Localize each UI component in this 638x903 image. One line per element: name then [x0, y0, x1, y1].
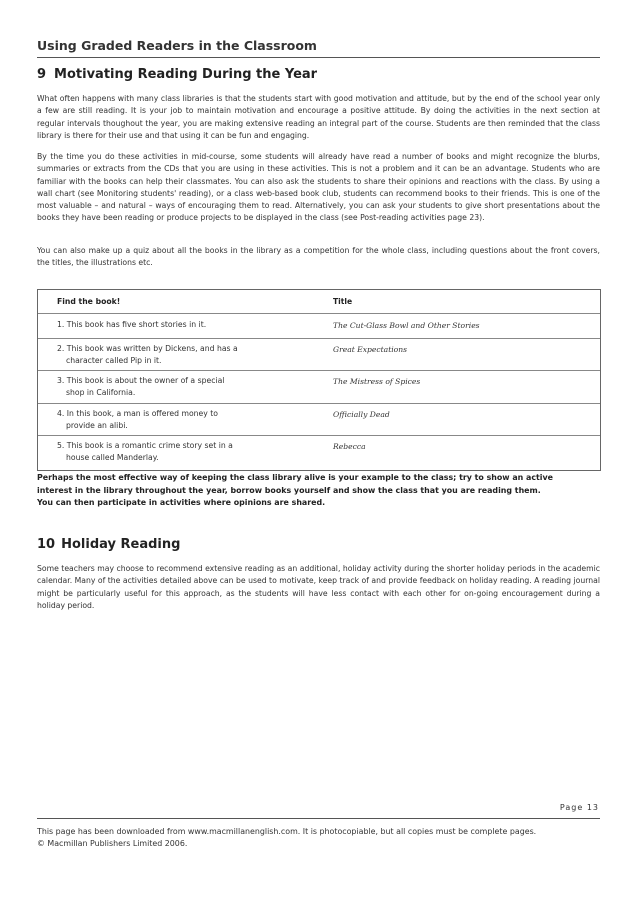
page-number: Page 13 — [559, 803, 599, 812]
section-10-title: Holiday Reading — [61, 537, 181, 552]
section-9-heading — [37, 67, 317, 82]
header-rule — [37, 57, 600, 58]
table-row — [38, 370, 600, 403]
table-row — [38, 313, 600, 338]
section-10-paragraph: Some teachers may choose to recommend extensive reading as an additional, holiday activity during the shorter holiday periods in the academic calendar. Many of the activities detailed above can be used to motivate, keep track of and provide feedback on holiday reading. A reading journal might be particularly useful for this approach, as the students will have less contact with each other for on-going encouragement during a holiday period. — [37, 564, 600, 610]
section-10-heading — [37, 537, 180, 552]
footer-copyright: © Macmillan Publishers Limited 2006. — [37, 839, 188, 849]
table-row-clue: 1. This book has five short stories in it. — [57, 320, 207, 329]
table-row-clue: 4. In this book, a man is offered money to provide an alibi. — [57, 409, 218, 430]
footer-notice — [37, 826, 600, 851]
library-example-paragraph: Perhaps the most effective way of keeping the class library alive is your example to the class; try to show an active interest in the library throughout the year, borrow books yourself and show the class that you are reading them. You can then participate in activities where opinions are shared. — [37, 473, 553, 507]
find-the-book-table — [37, 289, 601, 471]
table-header-find-the-book: Find the book! — [57, 297, 121, 306]
table-header-title: Title — [333, 297, 353, 306]
table-row — [38, 435, 600, 470]
table-row-clue: 2. This book was written by Dickens, and has a character called Pip in it. — [57, 344, 238, 365]
section-10-number: 10 — [37, 537, 56, 552]
table-row — [38, 403, 600, 435]
table-row — [38, 338, 600, 370]
table-row-title: Officially Dead — [333, 410, 390, 419]
running-header: Using Graded Readers in the Classroom — [37, 38, 317, 53]
table-row-title: The Cut-Glass Bowl and Other Stories — [333, 321, 480, 330]
section-9-paragraph-3: You can also make up a quiz about all the books in the library as a competition for the whole class, including questions about the front covers, the titles, the illustrations etc. — [37, 246, 600, 268]
section-9-paragraph-1: What often happens with many class libraries is that the students start with good motivation and attitude, but by the end of the school year only a few are still reading. It is your job to maintain motivation and encourage a positive attitude. By doing the activities in the next section at regular intervals thoughout the year, you are making extensive reading an integral part of the course. Students are then reminded that the class library is there for their use and that using it can be fun and engaging. — [37, 94, 600, 140]
table-row-title: Rebecca — [333, 442, 366, 451]
table-row-title: The Mistress of Spices — [333, 377, 421, 386]
section-9-paragraph-2: By the time you do these activities in mid-course, some students will already have read a number of books and might recognize the blurbs, summaries or extracts from the CDs that you are using in these activities. This is not a problem and it can be an advantage. Students who are familiar with the books can help their classmates. You can also ask the students to share their opinions and reactions with the class. By using a wall chart (see Monitoring students' reading), or a class web-based book club, students can recommend books to their friends. This is one of the most valuable – and natural – ways of encouraging them to read. Alternatively, you can ask your students to give short presentations about the books they have been reading or produce projects to be displayed in the class (see Post-reading activities page 23). — [37, 152, 600, 223]
table-row-clue: 5. This book is a romantic crime story set in a house called Manderlay. — [57, 441, 233, 462]
section-9-title: Motivating Reading During the Year — [54, 67, 318, 82]
table-row-clue: 3. This book is about the owner of a special shop in California. — [57, 376, 225, 397]
footer-download-notice: This page has been downloaded from www.macmillanenglish.com. It is photocopiable, but all copies must be complete pages. — [37, 827, 537, 836]
table-row-title: Great Expectations — [333, 345, 408, 354]
footer-rule — [37, 818, 600, 819]
section-9-number: 9 — [37, 67, 47, 82]
table-header-row — [38, 290, 600, 313]
